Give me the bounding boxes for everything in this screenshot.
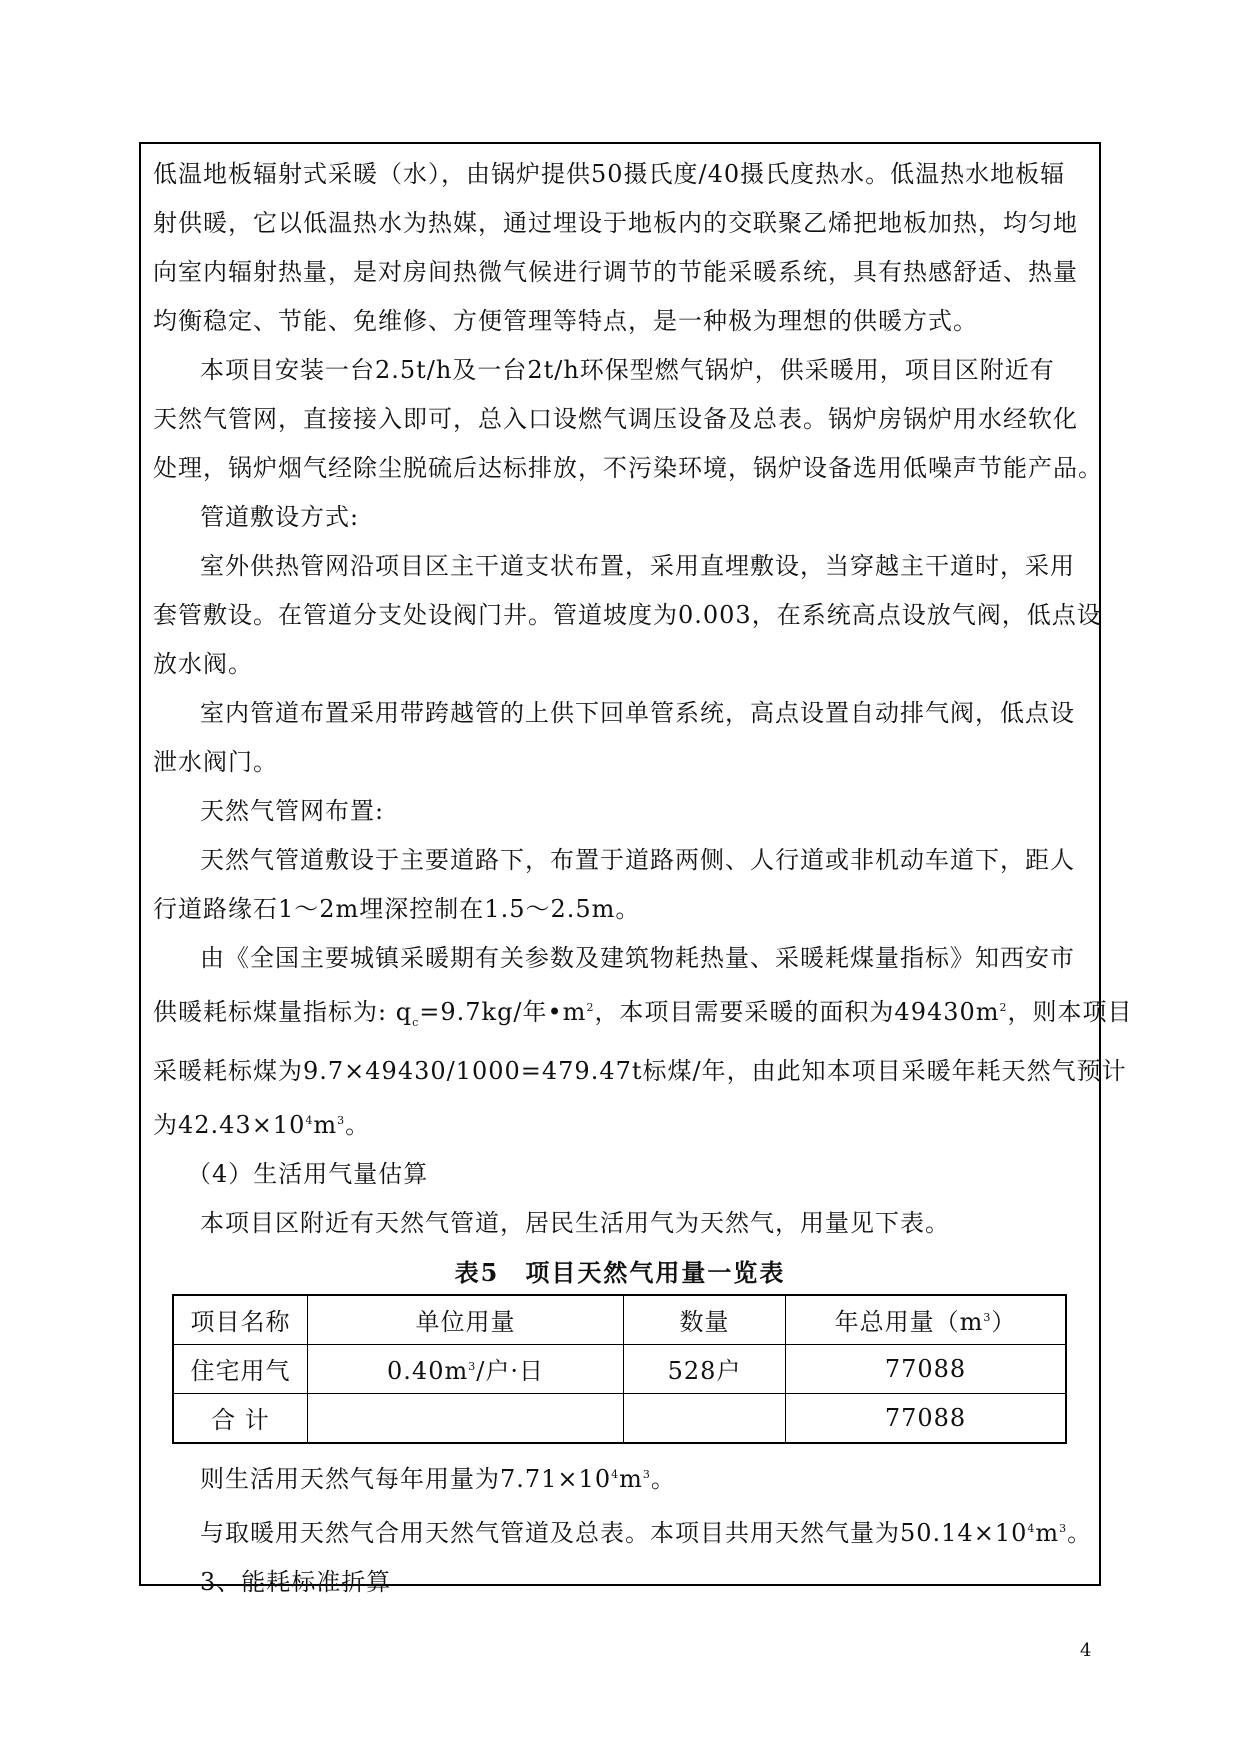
cell-unit [308,1393,624,1443]
para-heating-line-4: 均衡稳定、节能、免维修、方便管理等特点，是一种极为理想的供暖方式。 [153,307,978,335]
page-content [153,150,1133,1607]
para-calc-line-3: 采暖耗标煤为9.7×49430/1000=479.47t标煤/年，由此知本项目采暖年耗天然气预计 [153,1056,1127,1085]
header-annual-total: 年总用量$(m^3)$ [786,1295,1067,1345]
para-outdoor-pipe-line-2: 套管敷设。在管道分支处设阀门井。管道坡度为0.003，在系统高点设放气阀，低点设 [153,601,1102,629]
table-caption: 表5 项目天然气用量一览表 [454,1257,786,1287]
para-gas-pipe-line-1: 天然气管道敷设于主要道路下，布置于道路两侧、人行道或非机动车道下，距人 [200,846,1075,874]
cell-qty: 528户 [624,1344,786,1393]
section-heading-energy: 3、能耗标准折算 [200,1567,392,1596]
para-table-intro: 本项目区附近有天然气管道，居民生活用气为天然气，用量见下表。 [200,1208,950,1237]
para-boiler-line-1: 本项目安装一台2.5t/h及一台2t/h环保型燃气锅炉，供采暖用，项目区附近有 [200,356,1055,384]
para-indoor-pipe-line-1: 室内管道布置采用带跨越管的上供下回单管系统，高点设置自动排气阀，低点设 [200,699,1075,727]
table-row [173,1393,1066,1443]
cell-qty [624,1393,786,1443]
para-outdoor-pipe-line-1: 室外供热管网沿项目区主干道支状布置，采用直埋敷设，当穿越主干道时，采用 [200,552,1075,580]
para-domestic-total: 则生活用天然气每年用量为$7.71\times 10^4m^3$。 [200,1464,676,1493]
heading-pipe-laying: 管道敷设方式: [200,503,360,531]
para-boiler-line-2: 天然气管网，直接接入即可，总入口设燃气调压设备及总表。锅炉房锅炉用水经软化 [153,405,1078,433]
para-gas-pipe-line-2: 行道路缘石1～2m埋深控制在1.5～2.5m。 [153,895,641,923]
cell-name: 合 计 [173,1393,308,1443]
header-unit-usage: 单位用量 [308,1295,624,1345]
para-heating-line-3: 向室内辐射热量，是对房间热微气候进行调节的节能采暖系统，具有热感舒适、热量 [153,258,1078,286]
header-item-name: 项目名称 [173,1295,308,1345]
header-quantity: 数量 [624,1295,786,1345]
para-boiler-line-3: 处理，锅炉烟气经除尘脱硫后达标排放，不污染环境，锅炉设备选用低噪声节能产品。 [153,454,1103,482]
para-indoor-pipe-line-2: 泄水阀门。 [153,748,278,776]
para-combined-total: 与取暖用天然气合用天然气管道及总表。本项目共用天然气量为$50.14\times 10^4m^3$。 [200,1518,1093,1547]
cell-total: 77088 [786,1393,1067,1443]
table-row [173,1344,1066,1393]
para-calc-line-2: 供暖耗标煤量指标为: $q_c=9.7kg/$年$•m^2$，本项目需要采暖的面积为$49430m^2$，则本项目 [153,998,1133,1029]
heading-gas-network: 天然气管网布置: [200,797,385,825]
table-header-row [173,1295,1066,1345]
subheading-domestic-gas: （4）生活用气量估算 [187,1159,429,1188]
para-calc-line-1: 由《全国主要城镇采暖期有关参数及建筑物耗热量、采暖耗煤量指标》知西安市 [200,944,1075,972]
cell-total: 77088 [786,1344,1067,1393]
para-calc-line-4: 为$42.43\times 10^4m^3$。 [153,1110,371,1139]
para-outdoor-pipe-line-3: 放水阀。 [153,650,253,678]
para-heating-line-2: 射供暖，它以低温热水为热媒，通过埋设于地板内的交联聚乙烯把地板加热，均匀地 [153,209,1078,237]
para-heating-line-1: 低温地板辐射式采暖（水），由锅炉提供50摄氏度/40摄氏度热水。低温热水地板辐 [153,160,1066,188]
cell-unit: $0.40m^3/$户·日 [308,1344,624,1393]
page-number: 4 [1080,1640,1092,1661]
gas-usage-table [172,1294,1067,1444]
cell-name: 住宅用气 [173,1344,308,1393]
